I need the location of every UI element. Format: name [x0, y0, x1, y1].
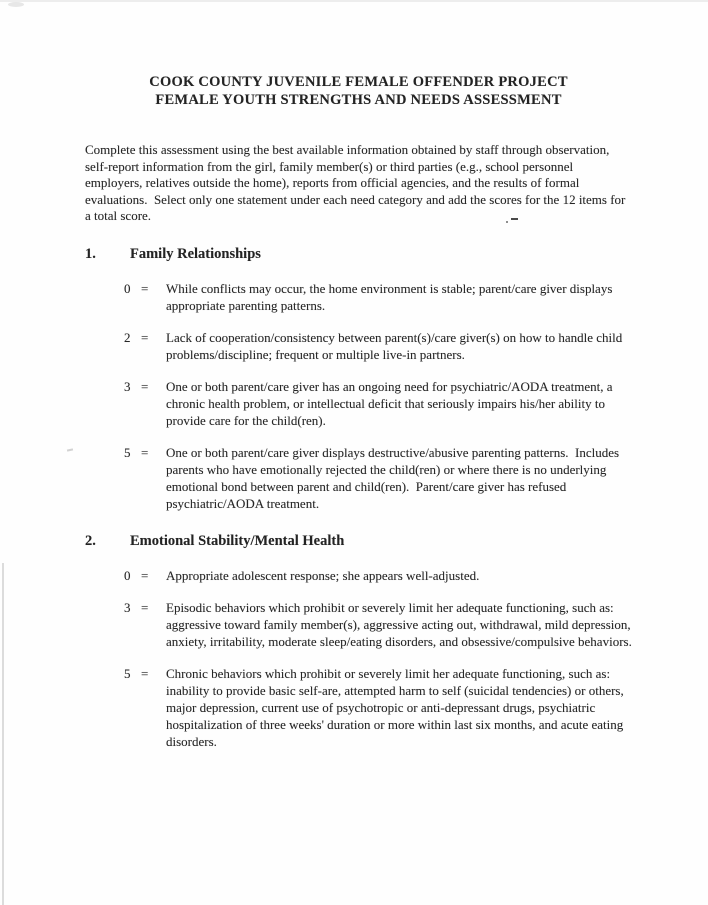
document-title-line-1: COOK COUNTY JUVENILE FEMALE OFFENDER PROJECT — [149, 74, 568, 90]
scan-top-edge-artifact — [0, 0, 708, 2]
equals-sign: = — [141, 665, 149, 681]
score-item — [85, 329, 632, 363]
document-title — [85, 74, 632, 109]
score-item — [85, 378, 632, 429]
score-item-text: Lack of cooperation/consistency between parent(s)/care giver(s) on how to handle child problems/discipline; frequent or multiple live-in partners. — [166, 329, 626, 362]
equals-sign: = — [141, 567, 149, 583]
score-value: 2 — [124, 329, 131, 345]
equals-sign: = — [141, 444, 149, 460]
section-items — [85, 567, 632, 750]
score-item-text: One or both parent/care giver has an ongoing need for psychiatric/AODA treatment, a chronic health problem, or intellectual deficit that seriously impairs his/her ability to provide care for the child(ren). — [166, 378, 616, 428]
equals-sign: = — [141, 378, 149, 394]
section-heading: Family Relationships — [130, 245, 261, 262]
scan-speck-artifact — [8, 2, 24, 7]
section-heading-row — [85, 533, 632, 550]
score-value: 5 — [124, 665, 131, 681]
score-item — [85, 599, 632, 650]
score-value: 5 — [124, 444, 131, 460]
section-heading: Emotional Stability/Mental Health — [130, 532, 345, 549]
document-title-line-2: FEMALE YOUTH STRENGTHS AND NEEDS ASSESSMENT — [155, 91, 562, 108]
score-value: 0 — [124, 567, 131, 583]
section-items — [85, 280, 632, 512]
score-item — [85, 444, 632, 512]
score-value: 3 — [124, 378, 131, 394]
section-heading-row — [85, 246, 632, 263]
score-item-text: Chronic behaviors which prohibit or severely limit her adequate functioning, such as: inability to provide basic self-are, attempted harm to self (suicidal tendencies) or others, major depression, current use of psychotropic or anti-depressant drugs, psychiatric hospitalization of three weeks' duration or more within last six months, and acute eating disorders. — [166, 665, 627, 749]
equals-sign: = — [141, 280, 149, 296]
score-item-text: Appropriate adolescent response; she appears well-adjusted. — [166, 567, 480, 583]
equals-sign: = — [141, 599, 149, 615]
score-value: 3 — [124, 599, 131, 615]
equals-sign: = — [141, 329, 149, 345]
score-item-text: Episodic behaviors which prohibit or severely limit her adequate functioning, such as: aggressive toward family member(s), aggressive acting out, withdrawal, mild depression, anxiety, irritability, moderate sleep/eating disorders, and obsessive/compulsive behaviors. — [166, 599, 634, 649]
section-emotional-stability — [85, 533, 632, 750]
scan-left-edge-artifact — [2, 563, 4, 905]
score-item — [85, 665, 632, 750]
score-item-text: While conflicts may occur, the home environment is stable; parent/care giver displays appropriate parenting patterns. — [166, 280, 616, 313]
score-item — [85, 567, 632, 584]
score-item-text: One or both parent/care giver displays destructive/abusive parenting patterns. Includes parents who have emotionally rejected the child(ren) or where there is no underlying emotional bond between parent and child(ren). Parent/care giver has refused psychiatric/AODA treatment. — [166, 444, 623, 511]
intro-paragraph: Complete this assessment using the best available information obtained by staff through observation, self-report information from the girl, family member(s) or third parties (e.g., school personnel employers, relatives outside the home), reports from official agencies, and the results of formal evaluations. Select only one statement under each need category and add the scores for the 12 items for a total score. — [85, 142, 629, 224]
score-value: 0 — [124, 280, 131, 296]
stray-ink-dash-artifact — [511, 218, 518, 220]
section-family-relationships — [85, 246, 632, 512]
score-item — [85, 280, 632, 314]
section-number: 1. — [85, 245, 96, 262]
stray-ink-dot-artifact — [506, 221, 508, 223]
section-number: 2. — [85, 532, 96, 549]
